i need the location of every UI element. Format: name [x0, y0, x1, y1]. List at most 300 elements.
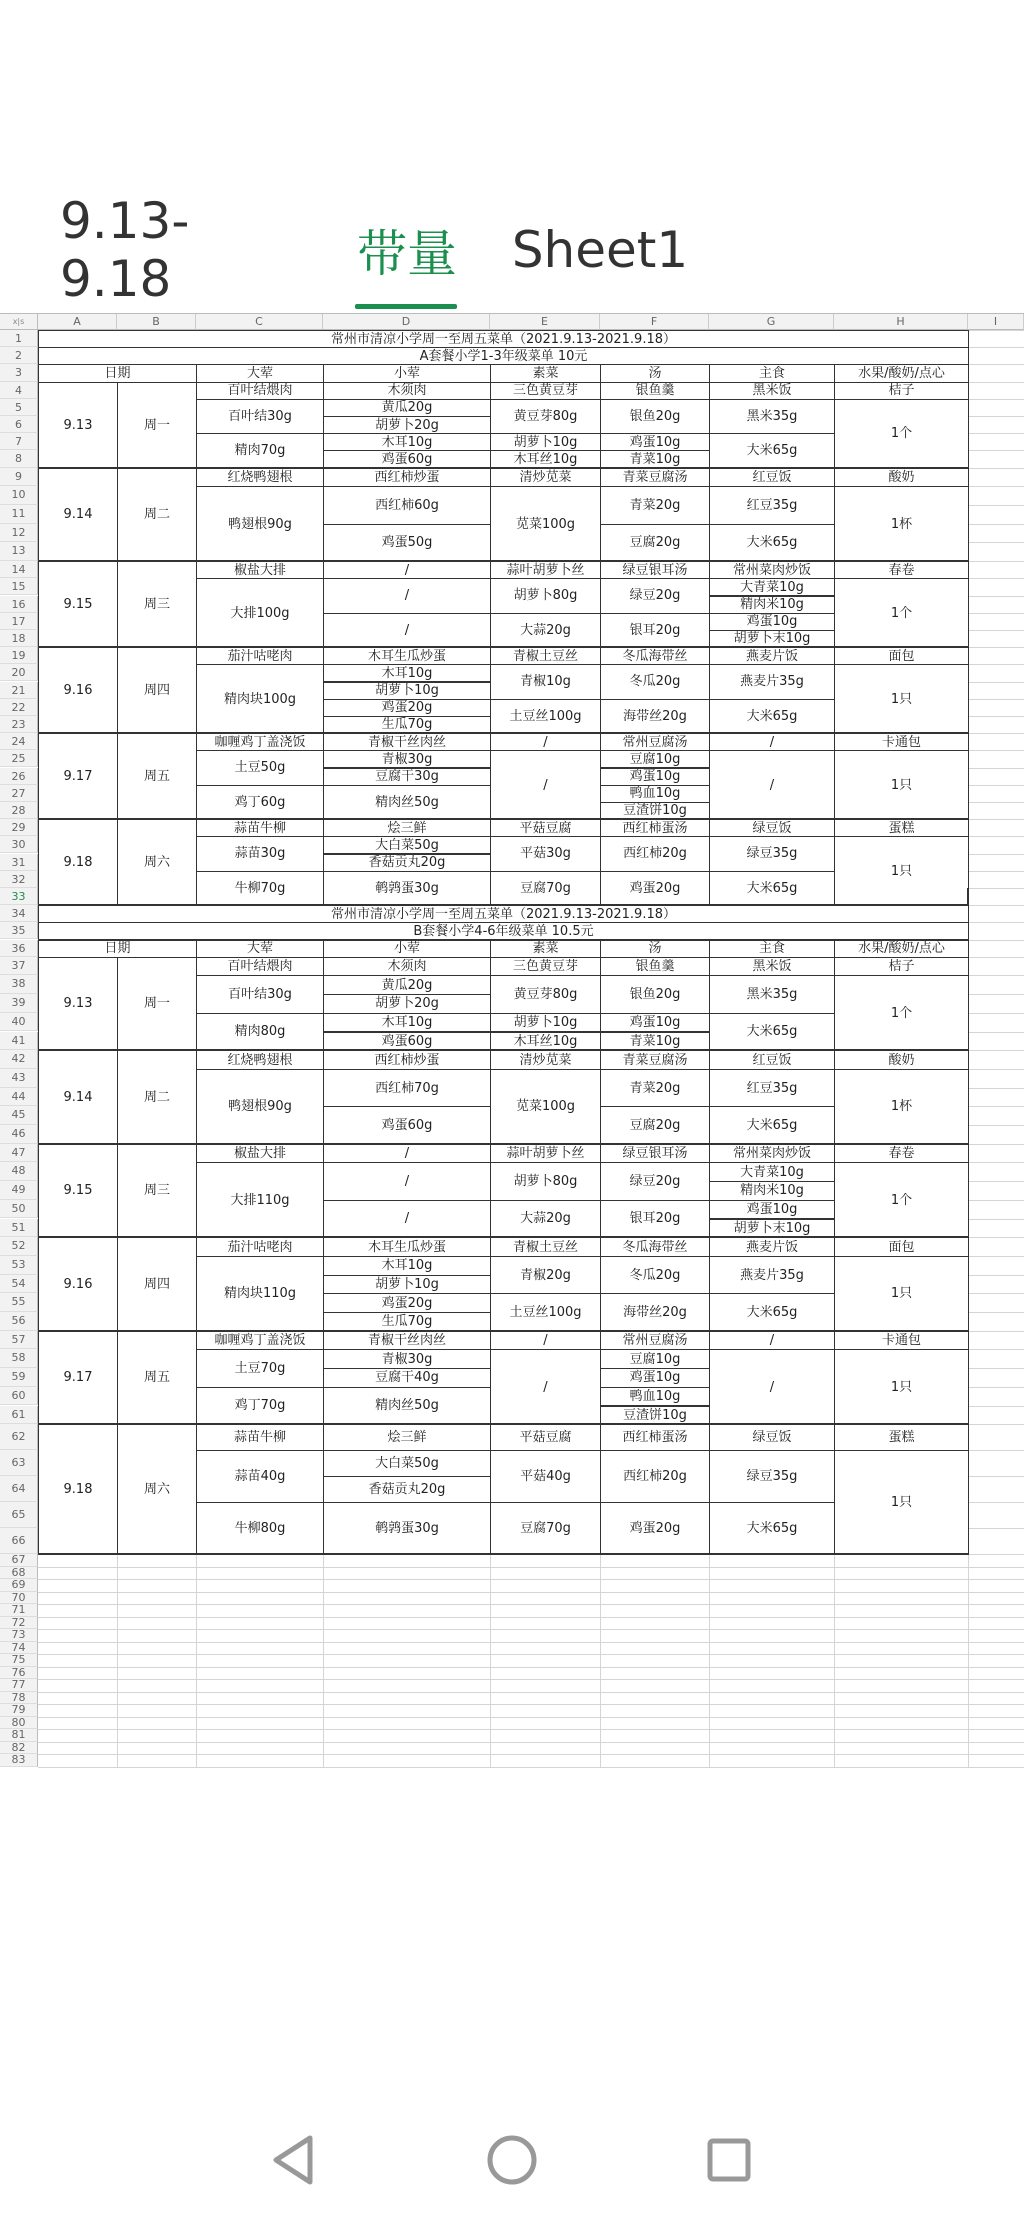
row-header[interactable]: 18 — [0, 630, 38, 647]
header-cell[interactable] — [834, 364, 969, 382]
ingredient-cell[interactable] — [709, 613, 835, 631]
weekday-cell[interactable] — [117, 647, 197, 734]
row-header[interactable]: 70 — [0, 1592, 38, 1605]
row-header[interactable]: 30 — [0, 836, 38, 853]
ingredient-cell[interactable] — [196, 1349, 324, 1387]
ingredient-cell[interactable] — [196, 975, 324, 1013]
ingredient-cell[interactable] — [323, 994, 491, 1014]
dish-name-cell[interactable] — [600, 1050, 710, 1070]
dish-name-cell[interactable] — [600, 1237, 710, 1257]
column-header-f[interactable]: F — [600, 314, 709, 330]
weekday-cell[interactable] — [117, 382, 197, 469]
row-header[interactable]: 9 — [0, 468, 38, 487]
row-header[interactable]: 78 — [0, 1692, 38, 1705]
ingredient-cell[interactable] — [490, 486, 601, 562]
row-header[interactable]: 66 — [0, 1528, 38, 1554]
ingredient-cell[interactable] — [709, 1293, 835, 1331]
ingredient-cell[interactable] — [196, 785, 324, 820]
row-header[interactable]: 60 — [0, 1387, 38, 1406]
row-header[interactable]: 26 — [0, 768, 38, 785]
row-header[interactable]: 40 — [0, 1013, 38, 1032]
row-header[interactable]: 38 — [0, 975, 38, 994]
dish-name-cell[interactable] — [196, 1144, 324, 1164]
row-header[interactable]: 76 — [0, 1667, 38, 1680]
ingredient-cell[interactable] — [490, 1256, 601, 1294]
ingredient-cell[interactable] — [196, 1162, 324, 1238]
dish-name-cell[interactable] — [600, 382, 710, 400]
row-header[interactable]: 83 — [0, 1754, 38, 1767]
ingredient-cell[interactable] — [600, 1106, 710, 1144]
ingredient-cell[interactable] — [709, 699, 835, 734]
ingredient-cell[interactable] — [600, 1013, 710, 1033]
ingredient-cell[interactable] — [196, 578, 324, 648]
row-header[interactable]: 75 — [0, 1654, 38, 1667]
row-header[interactable]: 82 — [0, 1742, 38, 1755]
ingredient-cell[interactable] — [600, 785, 710, 803]
dish-name-cell[interactable] — [323, 1144, 491, 1164]
ingredient-cell[interactable] — [709, 836, 835, 871]
ingredient-cell[interactable] — [196, 433, 324, 468]
column-header-a[interactable]: A — [38, 314, 117, 330]
ingredient-cell[interactable] — [323, 613, 491, 648]
dish-name-cell[interactable] — [600, 468, 710, 488]
header-cell[interactable] — [709, 940, 835, 958]
weekday-cell[interactable] — [117, 957, 197, 1052]
dish-name-cell[interactable] — [709, 1331, 835, 1351]
ingredient-cell[interactable] — [490, 1293, 601, 1331]
date-cell[interactable] — [38, 382, 118, 469]
dish-name-cell[interactable] — [709, 1237, 835, 1257]
ingredient-cell[interactable] — [323, 1013, 491, 1033]
date-cell[interactable] — [38, 1331, 118, 1426]
ingredient-cell[interactable] — [709, 524, 835, 562]
ingredient-cell[interactable] — [600, 1162, 710, 1200]
dish-name-cell[interactable] — [323, 733, 491, 751]
row-header[interactable]: 10 — [0, 486, 38, 505]
row-header[interactable]: 37 — [0, 957, 38, 976]
ingredient-cell[interactable] — [490, 1069, 601, 1145]
ingredient-cell[interactable] — [600, 486, 710, 524]
ingredient-cell[interactable] — [600, 1450, 710, 1503]
dish-name-cell[interactable] — [600, 819, 710, 837]
ingredient-cell[interactable] — [323, 836, 491, 854]
ingredient-cell[interactable] — [834, 975, 969, 1051]
ingredient-cell[interactable] — [600, 1368, 710, 1388]
row-header[interactable]: 12 — [0, 524, 38, 543]
header-cell[interactable] — [709, 364, 835, 382]
ingredient-cell[interactable] — [834, 664, 969, 734]
ingredient-cell[interactable] — [600, 613, 710, 648]
row-header[interactable]: 36 — [0, 940, 38, 957]
date-cell[interactable] — [38, 957, 118, 1052]
ingredient-cell[interactable] — [709, 664, 835, 699]
tab-sheet1[interactable]: Sheet1 — [511, 221, 689, 279]
ingredient-cell[interactable] — [490, 1502, 601, 1555]
ingredient-cell[interactable] — [709, 486, 835, 524]
column-header-g[interactable]: G — [709, 314, 834, 330]
dish-name-cell[interactable] — [323, 1331, 491, 1351]
ingredient-cell[interactable] — [323, 1162, 491, 1200]
row-header[interactable]: 6 — [0, 416, 38, 433]
weekday-cell[interactable] — [117, 468, 197, 563]
row-header[interactable]: 56 — [0, 1312, 38, 1331]
dish-name-cell[interactable] — [834, 1050, 969, 1070]
dish-name-cell[interactable] — [834, 1331, 969, 1351]
dish-name-cell[interactable] — [196, 733, 324, 751]
ingredient-cell[interactable] — [323, 1275, 491, 1295]
ingredient-cell[interactable] — [196, 664, 324, 734]
dish-name-cell[interactable] — [196, 1237, 324, 1257]
ingredient-cell[interactable] — [196, 750, 324, 785]
row-header[interactable]: 62 — [0, 1424, 38, 1450]
ingredient-cell[interactable] — [323, 1106, 491, 1144]
ingredient-cell[interactable] — [323, 1387, 491, 1425]
ingredient-cell[interactable] — [834, 486, 969, 562]
ingredient-cell[interactable] — [490, 699, 601, 734]
ingredient-cell[interactable] — [323, 750, 491, 768]
row-header[interactable]: 67 — [0, 1554, 38, 1567]
ingredient-cell[interactable] — [834, 1162, 969, 1238]
dish-name-cell[interactable] — [600, 647, 710, 665]
ingredient-cell[interactable] — [490, 1013, 601, 1033]
back-button[interactable] — [258, 2120, 328, 2200]
row-header[interactable]: 2 — [0, 347, 38, 364]
ingredient-cell[interactable] — [196, 836, 324, 871]
ingredient-cell[interactable] — [323, 1293, 491, 1313]
row-header[interactable]: 79 — [0, 1704, 38, 1717]
dish-name-cell[interactable] — [196, 1331, 324, 1351]
date-cell[interactable] — [38, 468, 118, 563]
ingredient-cell[interactable] — [600, 1387, 710, 1407]
column-header-h[interactable]: H — [834, 314, 968, 330]
ingredient-cell[interactable] — [323, 578, 491, 613]
row-header[interactable]: 15 — [0, 578, 38, 595]
ingredient-cell[interactable] — [323, 975, 491, 995]
ingredient-cell[interactable] — [834, 578, 969, 648]
row-header[interactable]: 33 — [0, 888, 38, 905]
dish-name-cell[interactable] — [323, 1050, 491, 1070]
ingredient-cell[interactable] — [600, 524, 710, 562]
ingredient-cell[interactable] — [323, 1200, 491, 1238]
row-header[interactable]: 4 — [0, 382, 38, 399]
row-header[interactable]: 28 — [0, 802, 38, 819]
row-header[interactable]: 57 — [0, 1331, 38, 1350]
ingredient-cell[interactable] — [709, 1162, 835, 1182]
dish-name-cell[interactable] — [709, 382, 835, 400]
dish-name-cell[interactable] — [490, 1331, 601, 1351]
ingredient-cell[interactable] — [600, 578, 710, 613]
ingredient-cell[interactable] — [600, 699, 710, 734]
header-cell[interactable] — [196, 940, 324, 958]
dish-name-cell[interactable] — [600, 1424, 710, 1451]
ingredient-cell[interactable] — [709, 750, 835, 820]
dish-name-cell[interactable] — [490, 733, 601, 751]
column-header-c[interactable]: C — [196, 314, 323, 330]
header-cell[interactable] — [490, 364, 601, 382]
date-cell[interactable] — [38, 1237, 118, 1332]
row-header[interactable]: 19 — [0, 647, 38, 664]
dish-name-cell[interactable] — [490, 1424, 601, 1451]
row-header[interactable]: 52 — [0, 1237, 38, 1256]
header-cell[interactable] — [196, 364, 324, 382]
ingredient-cell[interactable] — [600, 750, 710, 768]
row-header[interactable]: 17 — [0, 613, 38, 630]
ingredient-cell[interactable] — [490, 836, 601, 871]
header-cell[interactable] — [600, 940, 710, 958]
menu-subtitle-cell[interactable] — [38, 922, 969, 940]
row-header[interactable]: 14 — [0, 561, 38, 578]
dish-name-cell[interactable] — [709, 957, 835, 977]
ingredient-cell[interactable] — [323, 699, 491, 717]
ingredient-cell[interactable] — [834, 399, 969, 469]
recents-button[interactable] — [694, 2120, 764, 2200]
ingredient-cell[interactable] — [834, 750, 969, 820]
dish-name-cell[interactable] — [196, 957, 324, 977]
row-header[interactable]: 34 — [0, 905, 38, 922]
ingredient-cell[interactable] — [600, 1293, 710, 1331]
dish-name-cell[interactable] — [709, 561, 835, 579]
dish-name-cell[interactable] — [709, 1144, 835, 1164]
row-header[interactable]: 64 — [0, 1476, 38, 1502]
header-cell[interactable] — [323, 940, 491, 958]
dish-name-cell[interactable] — [709, 1424, 835, 1451]
row-header[interactable]: 27 — [0, 785, 38, 802]
ingredient-cell[interactable] — [709, 1200, 835, 1220]
row-header[interactable]: 50 — [0, 1200, 38, 1219]
ingredient-cell[interactable] — [600, 1256, 710, 1294]
ingredient-cell[interactable] — [709, 596, 835, 614]
row-header[interactable]: 31 — [0, 854, 38, 871]
ingredient-cell[interactable] — [323, 664, 491, 682]
column-header-i[interactable]: I — [968, 314, 1024, 330]
dish-name-cell[interactable] — [196, 1424, 324, 1451]
column-header-e[interactable]: E — [490, 314, 600, 330]
weekday-cell[interactable] — [117, 1331, 197, 1426]
row-header[interactable]: 13 — [0, 542, 38, 561]
row-header[interactable]: 51 — [0, 1219, 38, 1238]
dish-name-cell[interactable] — [834, 1144, 969, 1164]
dish-name-cell[interactable] — [323, 382, 491, 400]
header-cell[interactable] — [834, 940, 969, 958]
row-header[interactable]: 23 — [0, 716, 38, 733]
dish-name-cell[interactable] — [600, 733, 710, 751]
dish-name-cell[interactable] — [196, 561, 324, 579]
row-header[interactable]: 54 — [0, 1275, 38, 1294]
dish-name-cell[interactable] — [490, 1050, 601, 1070]
header-date-cell[interactable] — [38, 364, 197, 382]
row-header[interactable]: 74 — [0, 1642, 38, 1655]
ingredient-cell[interactable] — [490, 1349, 601, 1425]
row-header[interactable]: 41 — [0, 1032, 38, 1051]
row-header[interactable]: 29 — [0, 819, 38, 836]
ingredient-cell[interactable] — [196, 1013, 324, 1051]
row-header[interactable]: 63 — [0, 1450, 38, 1476]
dish-name-cell[interactable] — [600, 561, 710, 579]
dish-name-cell[interactable] — [709, 733, 835, 751]
row-header[interactable]: 16 — [0, 596, 38, 613]
ingredient-cell[interactable] — [600, 836, 710, 871]
row-header[interactable]: 49 — [0, 1181, 38, 1200]
weekday-cell[interactable] — [117, 561, 197, 648]
weekday-cell[interactable] — [117, 1050, 197, 1145]
dish-name-cell[interactable] — [323, 1424, 491, 1451]
dish-name-cell[interactable] — [834, 1424, 969, 1451]
weekday-cell[interactable] — [117, 1237, 197, 1332]
ingredient-cell[interactable] — [600, 1502, 710, 1555]
dish-name-cell[interactable] — [709, 1050, 835, 1070]
ingredient-cell[interactable] — [600, 399, 710, 434]
row-header[interactable]: 42 — [0, 1050, 38, 1069]
row-header[interactable]: 47 — [0, 1144, 38, 1163]
ingredient-cell[interactable] — [709, 578, 835, 596]
dish-name-cell[interactable] — [709, 468, 835, 488]
ingredient-cell[interactable] — [323, 1476, 491, 1503]
row-header[interactable]: 77 — [0, 1679, 38, 1692]
dish-name-cell[interactable] — [323, 957, 491, 977]
ingredient-cell[interactable] — [196, 1450, 324, 1503]
row-header[interactable]: 53 — [0, 1256, 38, 1275]
ingredient-cell[interactable] — [600, 768, 710, 786]
column-header-b[interactable]: B — [117, 314, 196, 330]
row-header[interactable]: 69 — [0, 1579, 38, 1592]
ingredient-cell[interactable] — [490, 750, 601, 820]
row-header[interactable]: 48 — [0, 1162, 38, 1181]
row-header[interactable]: 44 — [0, 1088, 38, 1107]
ingredient-cell[interactable] — [323, 768, 491, 786]
ingredient-cell[interactable] — [323, 1502, 491, 1555]
dish-name-cell[interactable] — [709, 819, 835, 837]
ingredient-cell[interactable] — [323, 1349, 491, 1369]
row-header[interactable]: 35 — [0, 922, 38, 939]
ingredient-cell[interactable] — [490, 975, 601, 1013]
dish-name-cell[interactable] — [196, 468, 324, 488]
ingredient-cell[interactable] — [834, 1256, 969, 1332]
ingredient-cell[interactable] — [709, 975, 835, 1013]
ingredient-cell[interactable] — [709, 1502, 835, 1555]
row-header[interactable]: 1 — [0, 330, 38, 347]
weekday-cell[interactable] — [117, 1424, 197, 1555]
row-header[interactable]: 20 — [0, 664, 38, 681]
ingredient-cell[interactable] — [196, 1387, 324, 1425]
row-header[interactable]: 7 — [0, 433, 38, 450]
dish-name-cell[interactable] — [834, 1237, 969, 1257]
dish-name-cell[interactable] — [490, 382, 601, 400]
dish-name-cell[interactable] — [600, 1331, 710, 1351]
ingredient-cell[interactable] — [600, 1200, 710, 1238]
ingredient-cell[interactable] — [490, 578, 601, 613]
ingredient-cell[interactable] — [490, 613, 601, 648]
ingredient-cell[interactable] — [709, 433, 835, 468]
row-header[interactable]: 58 — [0, 1349, 38, 1368]
dish-name-cell[interactable] — [834, 382, 969, 400]
home-button[interactable] — [477, 2120, 547, 2200]
dish-name-cell[interactable] — [600, 1144, 710, 1164]
dish-name-cell[interactable] — [834, 819, 969, 837]
spreadsheet-grid[interactable] — [0, 313, 1024, 2028]
row-header[interactable]: 22 — [0, 699, 38, 716]
ingredient-cell[interactable] — [323, 785, 491, 820]
tab-date-range[interactable]: 9.13-9.18 — [60, 192, 190, 308]
ingredient-cell[interactable] — [323, 1069, 491, 1107]
dish-name-cell[interactable] — [490, 468, 601, 488]
ingredient-cell[interactable] — [490, 1450, 601, 1503]
dish-name-cell[interactable] — [834, 561, 969, 579]
row-header[interactable]: 72 — [0, 1617, 38, 1630]
ingredient-cell[interactable] — [196, 1502, 324, 1555]
ingredient-cell[interactable] — [709, 399, 835, 434]
ingredient-cell[interactable] — [323, 486, 491, 524]
ingredient-cell[interactable] — [709, 1450, 835, 1503]
dish-name-cell[interactable] — [709, 647, 835, 665]
ingredient-cell[interactable] — [490, 433, 601, 451]
ingredient-cell[interactable] — [490, 399, 601, 434]
dish-name-cell[interactable] — [490, 1237, 601, 1257]
ingredient-cell[interactable] — [323, 399, 491, 417]
dish-name-cell[interactable] — [196, 647, 324, 665]
dish-name-cell[interactable] — [323, 647, 491, 665]
header-cell[interactable] — [323, 364, 491, 382]
row-header[interactable]: 61 — [0, 1406, 38, 1425]
dish-name-cell[interactable] — [196, 819, 324, 837]
dish-name-cell[interactable] — [490, 957, 601, 977]
ingredient-cell[interactable] — [323, 1368, 491, 1388]
ingredient-cell[interactable] — [323, 524, 491, 562]
ingredient-cell[interactable] — [709, 1256, 835, 1294]
row-header[interactable]: 45 — [0, 1106, 38, 1125]
ingredient-cell[interactable] — [323, 1256, 491, 1276]
ingredient-cell[interactable] — [600, 433, 710, 451]
ingredient-cell[interactable] — [709, 1069, 835, 1107]
row-header[interactable]: 81 — [0, 1729, 38, 1742]
row-header[interactable]: 21 — [0, 682, 38, 699]
row-header[interactable]: 71 — [0, 1604, 38, 1617]
tab-daily-amount[interactable]: 带量 — [357, 225, 457, 283]
ingredient-cell[interactable] — [196, 486, 324, 562]
date-cell[interactable] — [38, 561, 118, 648]
header-cell[interactable] — [600, 364, 710, 382]
ingredient-cell[interactable] — [709, 1181, 835, 1201]
weekday-cell[interactable] — [117, 733, 197, 820]
ingredient-cell[interactable] — [834, 1349, 969, 1425]
ingredient-cell[interactable] — [600, 1069, 710, 1107]
row-header[interactable]: 68 — [0, 1567, 38, 1580]
ingredient-cell[interactable] — [323, 1450, 491, 1477]
header-date-cell[interactable] — [38, 940, 197, 958]
dish-name-cell[interactable] — [490, 561, 601, 579]
date-cell[interactable] — [38, 1050, 118, 1145]
date-cell[interactable] — [38, 1424, 118, 1555]
row-header[interactable]: 55 — [0, 1293, 38, 1312]
menu-title-cell[interactable] — [38, 330, 969, 348]
ingredient-cell[interactable] — [600, 1349, 710, 1369]
row-header[interactable]: 25 — [0, 750, 38, 767]
date-cell[interactable] — [38, 1144, 118, 1239]
ingredient-cell[interactable] — [709, 1013, 835, 1051]
row-header[interactable]: 24 — [0, 733, 38, 750]
dish-name-cell[interactable] — [323, 468, 491, 488]
row-header[interactable]: 39 — [0, 994, 38, 1013]
date-cell[interactable] — [38, 647, 118, 734]
dish-name-cell[interactable] — [323, 1237, 491, 1257]
dish-name-cell[interactable] — [834, 957, 969, 977]
ingredient-cell[interactable] — [834, 1069, 969, 1145]
weekday-cell[interactable] — [117, 1144, 197, 1239]
dish-name-cell[interactable] — [323, 561, 491, 579]
row-header[interactable]: 46 — [0, 1125, 38, 1144]
header-cell[interactable] — [490, 940, 601, 958]
ingredient-cell[interactable] — [490, 664, 601, 699]
row-header[interactable]: 73 — [0, 1629, 38, 1642]
